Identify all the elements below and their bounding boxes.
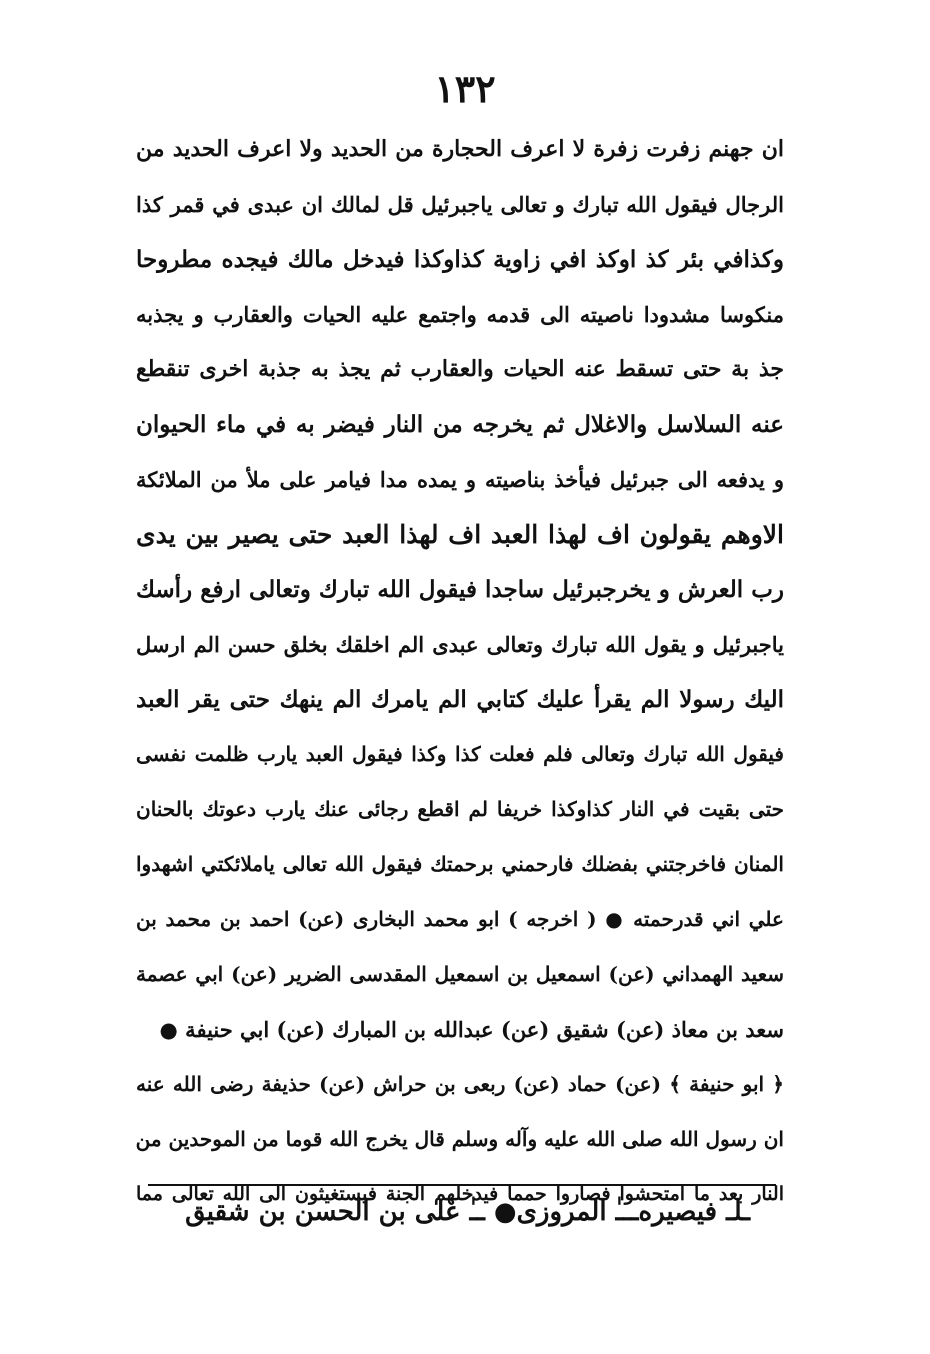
text-line: فيقول الله تبارك وتعالى فلم فعلت كذا وكذا فيقول العبد يارب ظلمت نفسى [136,742,784,766]
text-line: رب العرش و يخرجبرئيل ساجدا فيقول الله تبارك وتعالى ارفع رأسك [136,576,784,603]
text-line: النار بعد ما امتحشوا فصاروا حمما فيدخلهم الجنة فيستغيثون الى الله تعالى مما [136,1183,784,1205]
text-line: عنه السلاسل والاغلال ثم يخرجه من النار فيضر به في ماء الحيوان [136,411,784,438]
text-line: منكوسا مشدودا ناصيته الى قدمه واجتمع عليه الحيات والعقارب و يجذبه [136,302,784,327]
text-line: و يدفعه الى جبرئيل فيأخذ بناصيته و يمده مدا فيامر على ملأ من الملائكة [136,467,784,492]
body-text [136,122,784,1222]
text-line: المنان فاخرجتني بفضلك فارحمني برحمتك فيقول الله تعالى ياملائكتي اشهدوا [136,852,784,876]
page-number: ١٣٢ [434,66,496,111]
text-line: ان رسول الله صلى الله عليه وآله وسلم قال يخرج الله قوما من الموحدين من [136,1127,784,1151]
text-line: حتى بقيت في النار كذاوكذا خريفا لم اقطع رجائى عنك يارب دعوتك بالحنان [136,797,784,821]
text-line: اليك رسولا الم يقرأ عليك كتابي الم يامرك الم ينهك حتى يقر العبد [136,686,784,713]
footnote-divider [148,1184,776,1186]
footnotes [185,1192,750,1232]
text-line: وكذافي بئر كذ اوكذ افي زاوية كذاوكذا فيدخل مالك فيجده مطروحا [136,246,784,273]
text-line: الاوهم يقولون اف لهذا العبد اف لهذا العبد حتى يصير بين يدى [136,520,784,549]
footnote-item: ـــٰ المروزى [516,1197,639,1227]
text-line: سعيد الهمداني (عن) اسمعيل بن اسمعيل المقدسى الضرير (عن) ابي عصمة [136,962,784,986]
text-line: سعد بن معاذ (عن) شقيق (عن) عبدالله بن المبارك (عن) ابي حنيفة ● [159,1017,784,1042]
text-line: جذ بة حتى تسقط عنه الحيات والعقارب ثم يجذ به جذبة اخرى تنقطع [136,356,784,382]
text-line: ان جهنم زفرت زفرة لا اعرف الحجارة من الحديد ولا اعرف الحديد من [136,136,784,162]
text-line: ﴿ ابو حنيفة ﴾ (عن) حماد (عن) ربعى بن حراش (عن) حذيفة رضى الله عنه [136,1072,784,1096]
footnote-item: ـلـ فيصيره [638,1197,750,1227]
text-line: علي اني قدرحمته ● ( اخرجه ) ابو محمد البخارى (عن) احمد بن محمد بن [136,907,784,931]
text-line: ياجبرئيل و يقول الله تبارك وتعالى عبدى الم اخلقك بخلق حسن الم ارسل [136,632,784,657]
text-line: الرجال فيقول الله تبارك و تعالى ياجبرئيل قل لمالك ان عبدى في قمر كذا [136,192,784,217]
footnote-item: ● ــٰ على بن الحسن بن شقيق [185,1197,517,1227]
